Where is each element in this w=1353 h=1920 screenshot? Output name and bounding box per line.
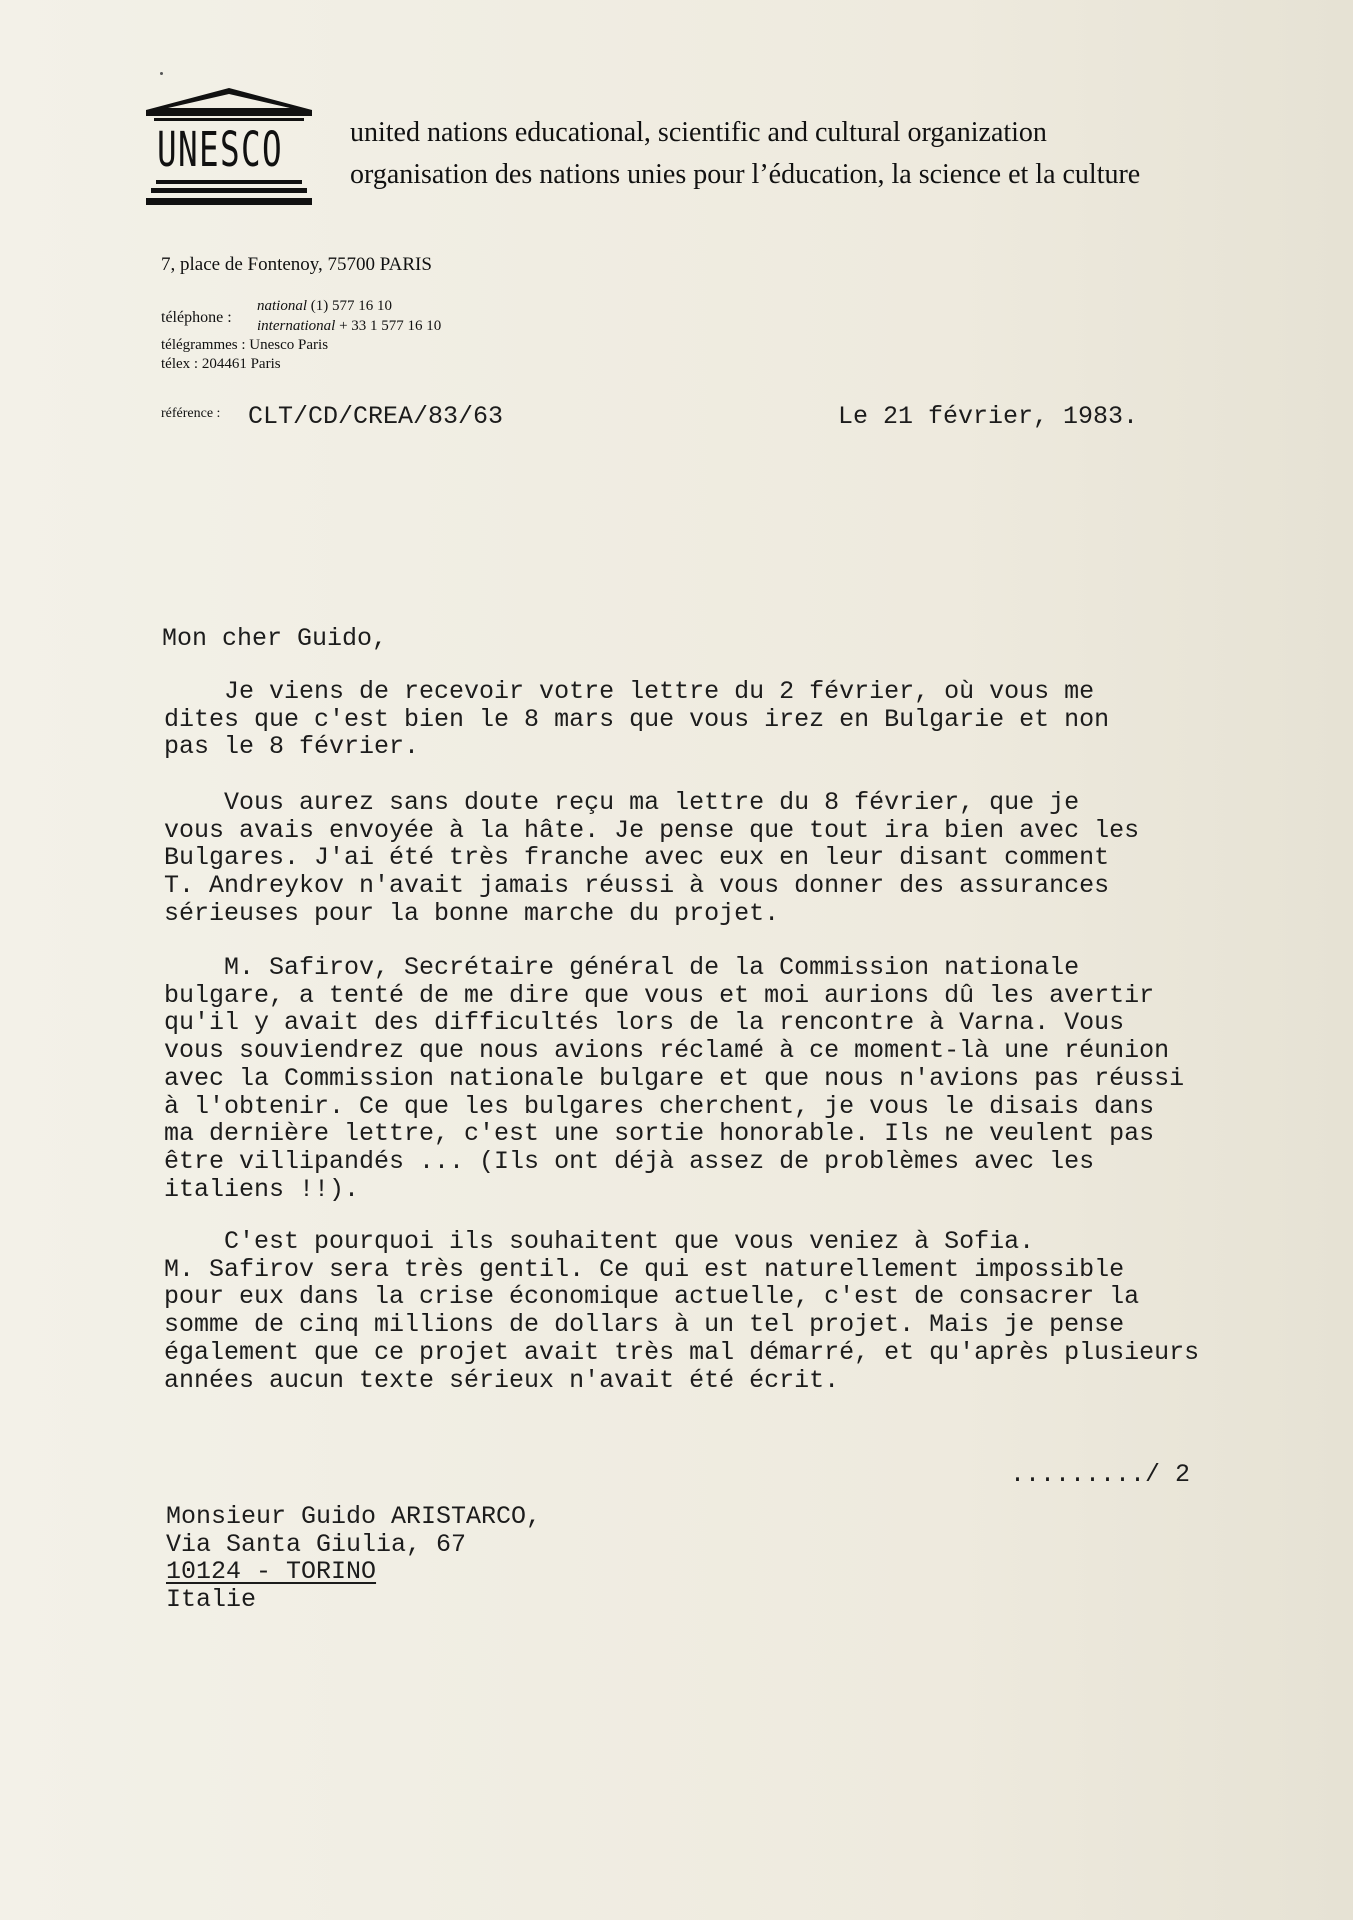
text-line: C'est pourquoi ils souhaitent que vous veniez à Sofia. bbox=[164, 1227, 1035, 1256]
recipient-city: 10124 - TORINO bbox=[166, 1557, 377, 1586]
text-line: Vous aurez sans doute reçu ma lettre du 8 février, que je bbox=[164, 788, 1080, 817]
text-line: T. Andreykov n'avait jamais réussi à vous donner des assurances bbox=[164, 871, 1110, 901]
organization-name bbox=[350, 112, 1140, 196]
org-name-english: united nations educational, scientific and cultural organization bbox=[350, 117, 1047, 148]
text-line: également que ce projet avait très mal démarré, et qu'après plusieurs bbox=[164, 1337, 1200, 1367]
paper-speck bbox=[160, 72, 163, 75]
text-line: pas le 8 février. bbox=[164, 732, 420, 762]
text-line: vous souviendrez que nous avions réclamé à ce moment-là une réunion bbox=[164, 1036, 1170, 1066]
telephone-national-number: (1) 577 16 10 bbox=[310, 298, 393, 314]
paragraph-4 bbox=[164, 1228, 1199, 1394]
text-line: dites que c'est bien le 8 mars que vous irez en Bulgarie et non bbox=[164, 704, 1110, 734]
text-line: M. Safirov sera très gentil. Ce qui est naturellement impossible bbox=[164, 1254, 1125, 1284]
recipient-address bbox=[166, 1503, 541, 1613]
text-line: M. Safirov, Secrétaire général de la Commission nationale bbox=[164, 953, 1080, 982]
paragraph-3 bbox=[164, 954, 1184, 1203]
text-line: italiens !!). bbox=[164, 1174, 360, 1204]
text-line: Bulgares. J'ai été très franche avec eux en leur disant comment bbox=[164, 843, 1110, 873]
letter-date: Le 21 février, 1983. bbox=[838, 402, 1139, 431]
text-line: ma dernière lettre, c'est une sortie honorable. Ils ne veulent pas bbox=[164, 1119, 1155, 1149]
recipient-street: Via Santa Giulia, 67 bbox=[166, 1529, 467, 1559]
telephone-national-label: national bbox=[257, 298, 308, 314]
paragraph-2 bbox=[164, 789, 1139, 928]
text-line: années aucun texte sérieux n'avait été écrit. bbox=[164, 1365, 840, 1395]
telephone-international-number: + 33 1 577 16 10 bbox=[339, 318, 442, 334]
text-line: bulgare, a tenté de me dire que vous et moi aurions dû les avertir bbox=[164, 980, 1155, 1010]
reference-value: CLT/CD/CREA/83/63 bbox=[248, 402, 504, 431]
paragraph-1 bbox=[164, 678, 1109, 761]
org-name-french: organisation des nations unies pour l’éducation, la science et la culture bbox=[350, 159, 1141, 190]
text-line: avec la Commission nationale bulgare et que nous n'avions pas réussi bbox=[164, 1063, 1185, 1093]
unesco-logo bbox=[146, 88, 312, 210]
page-continuation: ........./ 2 bbox=[1010, 1460, 1191, 1489]
text-line: pour eux dans la crise économique actuelle, c'est de consacrer la bbox=[164, 1282, 1140, 1312]
telephone-national bbox=[257, 298, 392, 315]
salutation: Mon cher Guido, bbox=[162, 624, 388, 653]
text-line: qu'il y avait des difficultés lors de la rencontre à Varna. Vous bbox=[164, 1008, 1125, 1038]
recipient-name: Monsieur Guido ARISTARCO, bbox=[166, 1502, 542, 1531]
telephone-label: téléphone : bbox=[161, 309, 232, 326]
text-line: à l'obtenir. Ce que les bulgares cherchent, je vous le disais dans bbox=[164, 1091, 1155, 1121]
reference-label: référence : bbox=[161, 406, 221, 421]
telephone-international bbox=[257, 318, 441, 335]
telex: télex : 204461 Paris bbox=[161, 356, 281, 372]
address: 7, place de Fontenoy, 75700 PARIS bbox=[161, 254, 432, 275]
telegrams: télégrammes : Unesco Paris bbox=[161, 337, 329, 353]
recipient-country: Italie bbox=[166, 1584, 257, 1614]
text-line: Je viens de recevoir votre lettre du 2 février, où vous me bbox=[164, 677, 1095, 706]
text-line: sérieuses pour la bonne marche du projet. bbox=[164, 898, 780, 928]
text-line: somme de cinq millions de dollars à un tel projet. Mais je pense bbox=[164, 1310, 1125, 1340]
logo-wordmark: UNESCO bbox=[157, 122, 284, 178]
text-line: vous avais envoyée à la hâte. Je pense que tout ira bien avec les bbox=[164, 815, 1140, 845]
text-line: être villipandés ... (Ils ont déjà assez de problèmes avec les bbox=[164, 1146, 1095, 1176]
telephone-international-label: international bbox=[257, 318, 336, 334]
